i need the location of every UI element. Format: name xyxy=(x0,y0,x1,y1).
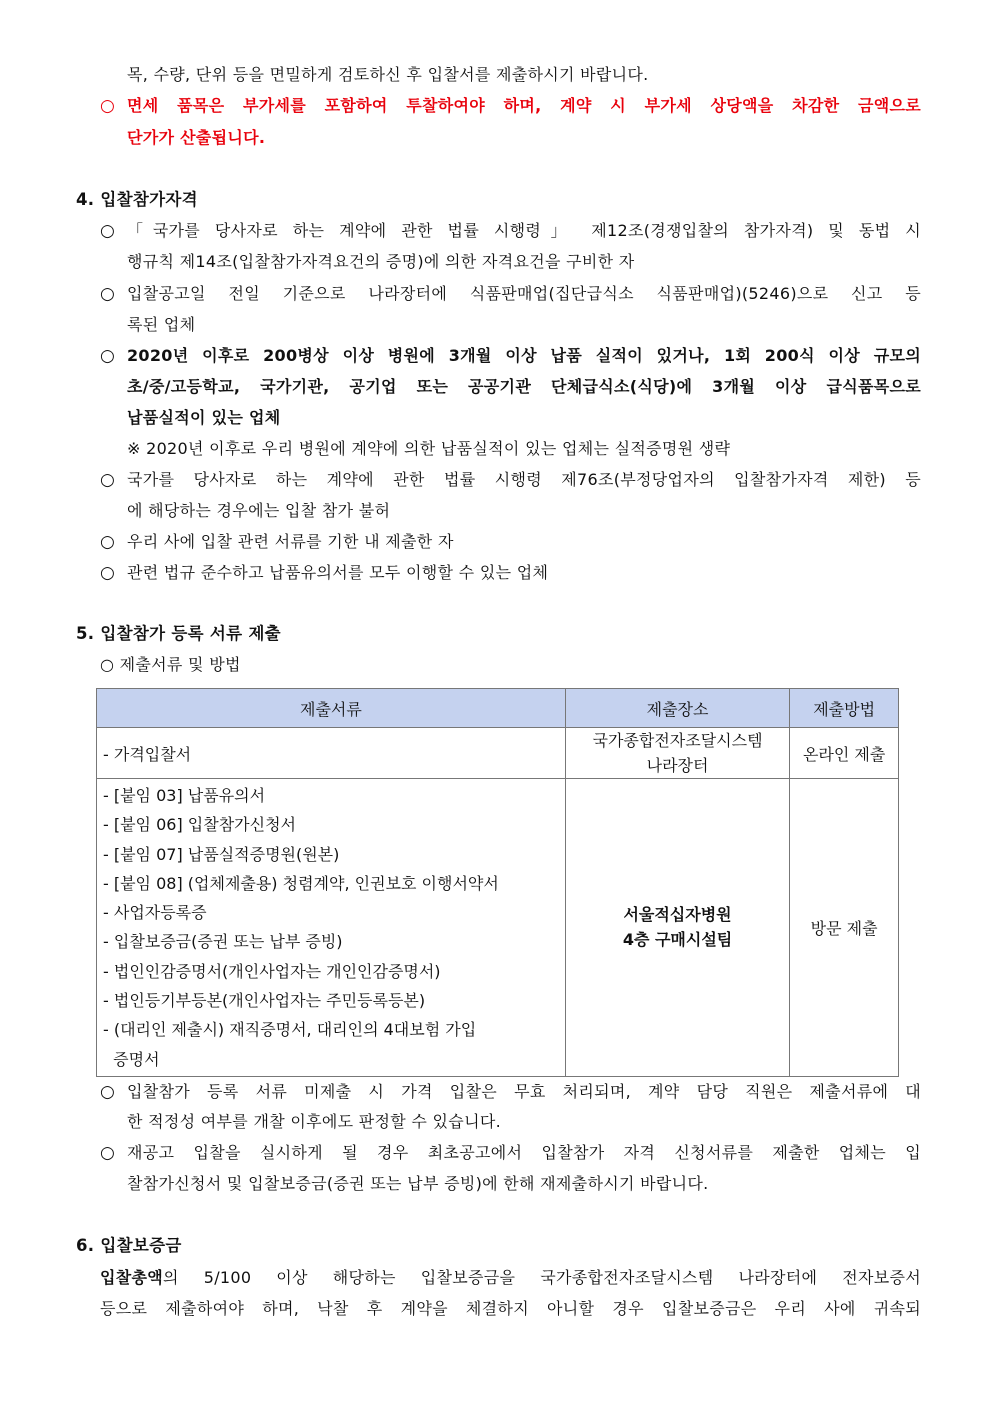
row1-place: 국가종합전자조달시스템 나라장터 xyxy=(565,728,789,779)
qual-item5: 우리 사에 입찰 관련 서류를 기한 내 제출한 자 xyxy=(127,532,454,551)
qual-item3-line3: 납품실적이 있는 업체 xyxy=(127,408,281,427)
red-notice-line1: 면세 품목은 부가세를 포함하여 투찰하여야 하며, 계약 시 부가세 상당액을 차감한 금액으로 xyxy=(127,96,921,115)
intro-line: 목, 수량, 단위 등을 면밀하게 검토하신 후 입찰서를 제출하시기 바랍니다. xyxy=(127,65,649,84)
bullet: ○ xyxy=(100,346,115,366)
section4-heading: 4. 입찰참가자격 xyxy=(76,190,198,209)
doc-item: - [붙임 06] 입찰참가신청서 xyxy=(103,815,296,835)
qual-item4-line2: 에 해당하는 경우에는 입찰 참가 불허 xyxy=(127,501,391,520)
doc-item: - [붙임 07] 납품실적증명원(원본) xyxy=(103,844,340,864)
doc-item: - [붙임 03] 납품유의서 xyxy=(103,786,266,805)
qual-note: ※ 2020년 이후로 우리 병원에 계약에 의한 납품실적이 있는 업체는 실적증명원 생략 xyxy=(127,439,731,458)
red-notice-line2: 단가가 산출됩니다. xyxy=(127,128,266,147)
section5-heading: 5. 입찰참가 등록 서류 제출 xyxy=(76,624,281,643)
row2-docs xyxy=(97,779,566,1077)
doc-item: - (대리인 제출시) 재직증명서, 대리인의 4대보험 가입 xyxy=(103,1020,477,1040)
section5-sub: ○ 제출서류 및 방법 xyxy=(100,655,241,674)
section6-heading: 6. 입찰보증금 xyxy=(76,1236,182,1255)
bullet: ○ xyxy=(100,532,115,552)
doc-item: 증명서 xyxy=(103,1049,160,1069)
bullet: ○ xyxy=(100,284,115,304)
deposit-line1: 입찰총액의 5/100 이상 해당하는 입찰보증금을 국가종합전자조달시스템 나라장터에 전자보증서 xyxy=(100,1268,921,1287)
bullet: ○ xyxy=(100,1082,115,1102)
header-docs: 제출서류 xyxy=(97,689,566,728)
doc-item: - 사업자등록증 xyxy=(103,903,207,923)
deposit-line2: 등으로 제출하여야 하며, 낙찰 후 계약을 체결하지 아니할 경우 입찰보증금은 우리 사에 귀속되 xyxy=(100,1299,921,1318)
after1-line2: 한 적정성 여부를 개찰 이후에도 판정할 수 있습니다. xyxy=(127,1112,501,1131)
header-place: 제출장소 xyxy=(565,689,789,728)
doc-item: - [붙임 08] (업체제출용) 청렴계약, 인권보호 이행서약서 xyxy=(103,873,499,893)
bullet: ○ xyxy=(100,1143,115,1163)
doc-item: - 법인인감증명서(개인사업자는 개인인감증명서) xyxy=(103,961,441,981)
bullet: ○ xyxy=(100,563,115,583)
bullet: ○ xyxy=(100,470,115,490)
bullet: ○ xyxy=(100,221,115,241)
doc-item: - 법인등기부등본(개인사업자는 주민등록등본) xyxy=(103,991,426,1011)
row1-doc: - 가격입찰서 xyxy=(97,728,566,779)
qual-item3-line2: 초/중/고등학교, 국가기관, 공기업 또는 공공기관 단체급식소(식당)에 3개월 이상 급식품목으로 xyxy=(127,377,921,396)
after2-line1: 재공고 입찰을 실시하게 될 경우 최초공고에서 입찰참가 자격 신청서류를 제출한 업체는 입 xyxy=(127,1143,921,1162)
row2-place: 서울적십자병원 4층 구매시설팀 xyxy=(565,779,789,1077)
qual-item6: 관련 법규 준수하고 납품유의서를 모두 이행할 수 있는 업체 xyxy=(127,563,549,582)
header-method: 제출방법 xyxy=(790,689,899,728)
qual-item1-line2: 행규칙 제14조(입찰참가자격요건의 증명)에 의한 자격요건을 구비한 자 xyxy=(127,252,635,271)
after1-line1: 입찰참가 등록 서류 미제출 시 가격 입찰은 무효 처리되며, 계약 담당 직원은 제출서류에 대 xyxy=(127,1082,921,1101)
qual-item3-line1: 2020년 이후로 200병상 이상 병원에 3개월 이상 납품 실적이 있거나, 1회 200식 이상 규모의 xyxy=(127,346,921,365)
qual-item2-line2: 록된 업체 xyxy=(127,315,196,334)
after2-line2: 찰참가신청서 및 입찰보증금(증권 또는 납부 증빙)에 한해 재제출하시기 바랍니다. xyxy=(127,1174,709,1193)
row1-method: 온라인 제출 xyxy=(790,728,899,779)
qual-item4-line1: 국가를 당사자로 하는 계약에 관한 법률 시행령 제76조(부정당업자의 입찰참가자격 제한) 등 xyxy=(127,470,921,489)
qual-item2-line1: 입찰공고일 전일 기준으로 나라장터에 식품판매업(집단급식소 식품판매업)(5246)으로 신고 등 xyxy=(127,284,921,303)
submission-table xyxy=(96,688,899,1077)
qual-item1-line1: 「국가를 당사자로 하는 계약에 관한 법률 시행령」 제12조(경쟁입찰의 참가자격) 및 동법 시 xyxy=(127,221,921,240)
doc-item: - 입찰보증금(증권 또는 납부 증빙) xyxy=(103,932,343,952)
row2-method: 방문 제출 xyxy=(790,779,899,1077)
red-bullet: ○ xyxy=(100,96,115,116)
